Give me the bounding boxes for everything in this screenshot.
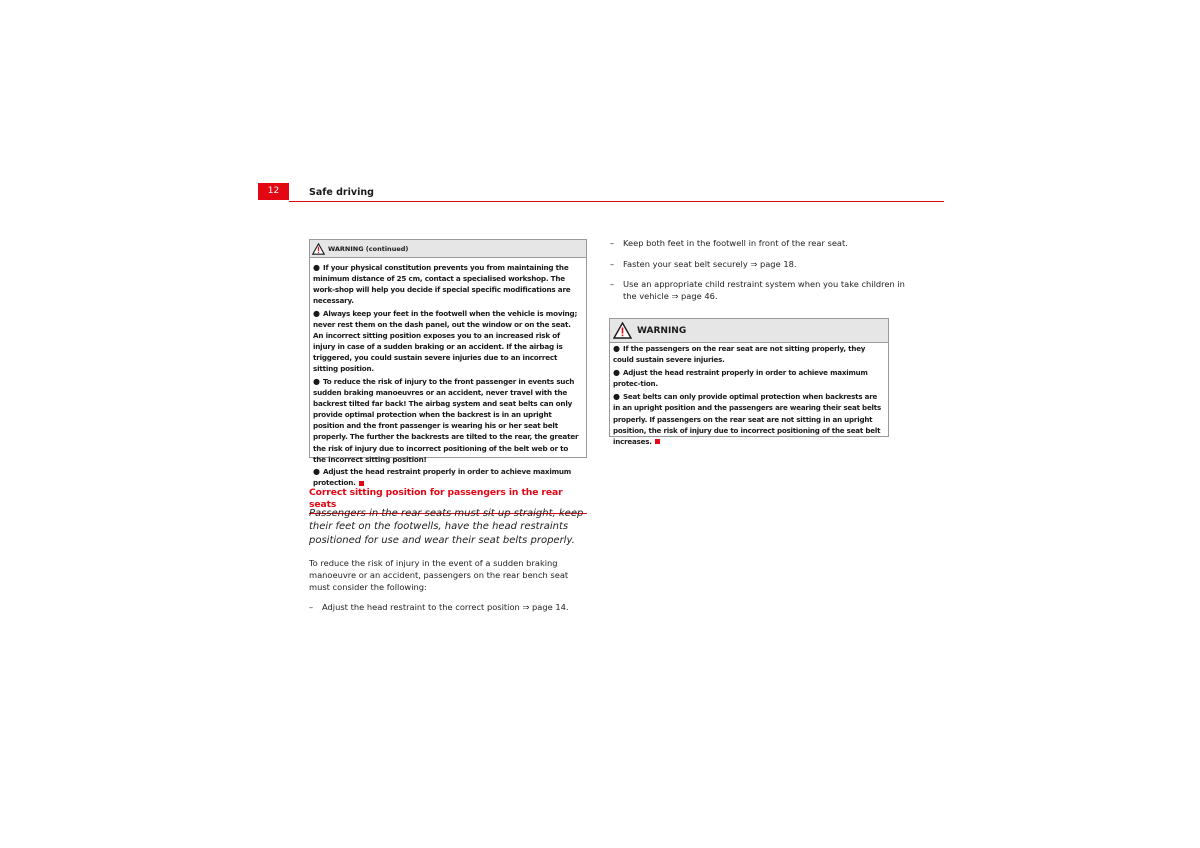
step-item	[309, 601, 612, 613]
step-text: Use an appropriate child restraint system when you take children in the vehicle ⇒ page 46.	[623, 279, 905, 302]
warning-triangle-icon	[613, 322, 632, 339]
step-item	[610, 258, 908, 270]
warning-item: ● To reduce the risk of injury to the front passenger in events such sudden braking manoeuvres or an accident, never travel with the backrest tilted far back! The airbag system and seat belts can only provide optimal protection when the backrest is in an upright position and the front passenger is wearing his or her seat belt properly. The further the backrests are tilted to the rear, the greater the risk of injury due to incorrect positioning of the belt web or to the incorrect sitting position!	[313, 376, 579, 464]
warning-continued-header	[310, 240, 586, 258]
end-of-section-icon	[655, 439, 660, 444]
warning-item: ● Always keep your feet in the footwell when the vehicle is moving; never rest them on the dash panel, out the window or on the seat. An incorrect sitting position exposes you to an increased risk of injury in case of a sudden braking or an accident. If the airbag is triggered, you could sustain severe injuries due to an incorrect sitting position.	[313, 308, 578, 374]
bullet-icon: ●	[313, 308, 320, 318]
section-body: To reduce the risk of injury in the event of a sudden braking manoeuvre or an accident, passengers on the rear bench seat must consider the following:	[309, 558, 569, 593]
step-text: Adjust the head restraint to the correct position ⇒ page 14.	[322, 602, 569, 612]
end-of-section-icon	[359, 481, 364, 486]
bullet-icon: ●	[313, 467, 320, 477]
page-number: 12	[258, 183, 289, 200]
warning-rear-header	[610, 319, 888, 343]
dash-marker: –	[610, 238, 615, 248]
warning-item: ● Seat belts can only provide optimal protection when backrests are in an upright position and the passengers are wearing their seat belts properly. If passengers on the rear seat are not sitting in an upright position, the risk of injury due to incorrect positioning of the seat belt increases.	[613, 392, 881, 446]
dash-marker: –	[309, 602, 314, 612]
dash-marker: –	[610, 279, 615, 289]
bullet-icon: ●	[613, 368, 620, 378]
step-text: Keep both feet in the footwell in front of the rear seat.	[623, 238, 848, 248]
page-header	[258, 183, 944, 202]
bullet-icon: ●	[613, 392, 620, 402]
section-intro: Passengers in the rear seats must sit up straight, keep their feet on the footwells, have the head restraints positioned for use and wear their seat belts properly.	[309, 508, 584, 546]
section-title: Safe driving	[309, 187, 374, 198]
step-text: Fasten your seat belt securely ⇒ page 18.	[623, 259, 797, 269]
header-rule	[289, 201, 944, 203]
warning-rear-title: WARNING	[637, 325, 687, 336]
section-heading: Correct sitting position for passengers in the rear seats	[309, 487, 587, 514]
warning-item: ● If the passengers on the rear seat are not sitting properly, they could sustain severe injuries.	[613, 344, 866, 365]
warning-item: ● Adjust the head restraint properly in order to achieve maximum protection.	[313, 467, 572, 488]
warning-continued-title: WARNING (continued)	[328, 244, 409, 253]
warning-continued-box	[309, 239, 587, 488]
bullet-icon: ●	[313, 263, 320, 272]
bullet-icon: ●	[613, 344, 620, 353]
step-item	[610, 237, 908, 249]
warning-rear-box	[609, 318, 889, 446]
bullet-icon: ●	[313, 376, 320, 386]
dash-marker: –	[610, 259, 615, 269]
warning-item: ● If your physical constitution prevents you from maintaining the minimum distance of 25 cm, contact a specialised workshop. The work-shop will help you decide if special specific modifications are necessary.	[313, 263, 571, 306]
warning-item: ● Adjust the head restraint properly in order to achieve maximum protec-tion.	[613, 368, 868, 389]
warning-rear-list	[610, 343, 888, 447]
warning-continued-list	[310, 258, 586, 488]
step-item	[610, 278, 908, 302]
warning-triangle-icon	[312, 243, 325, 255]
